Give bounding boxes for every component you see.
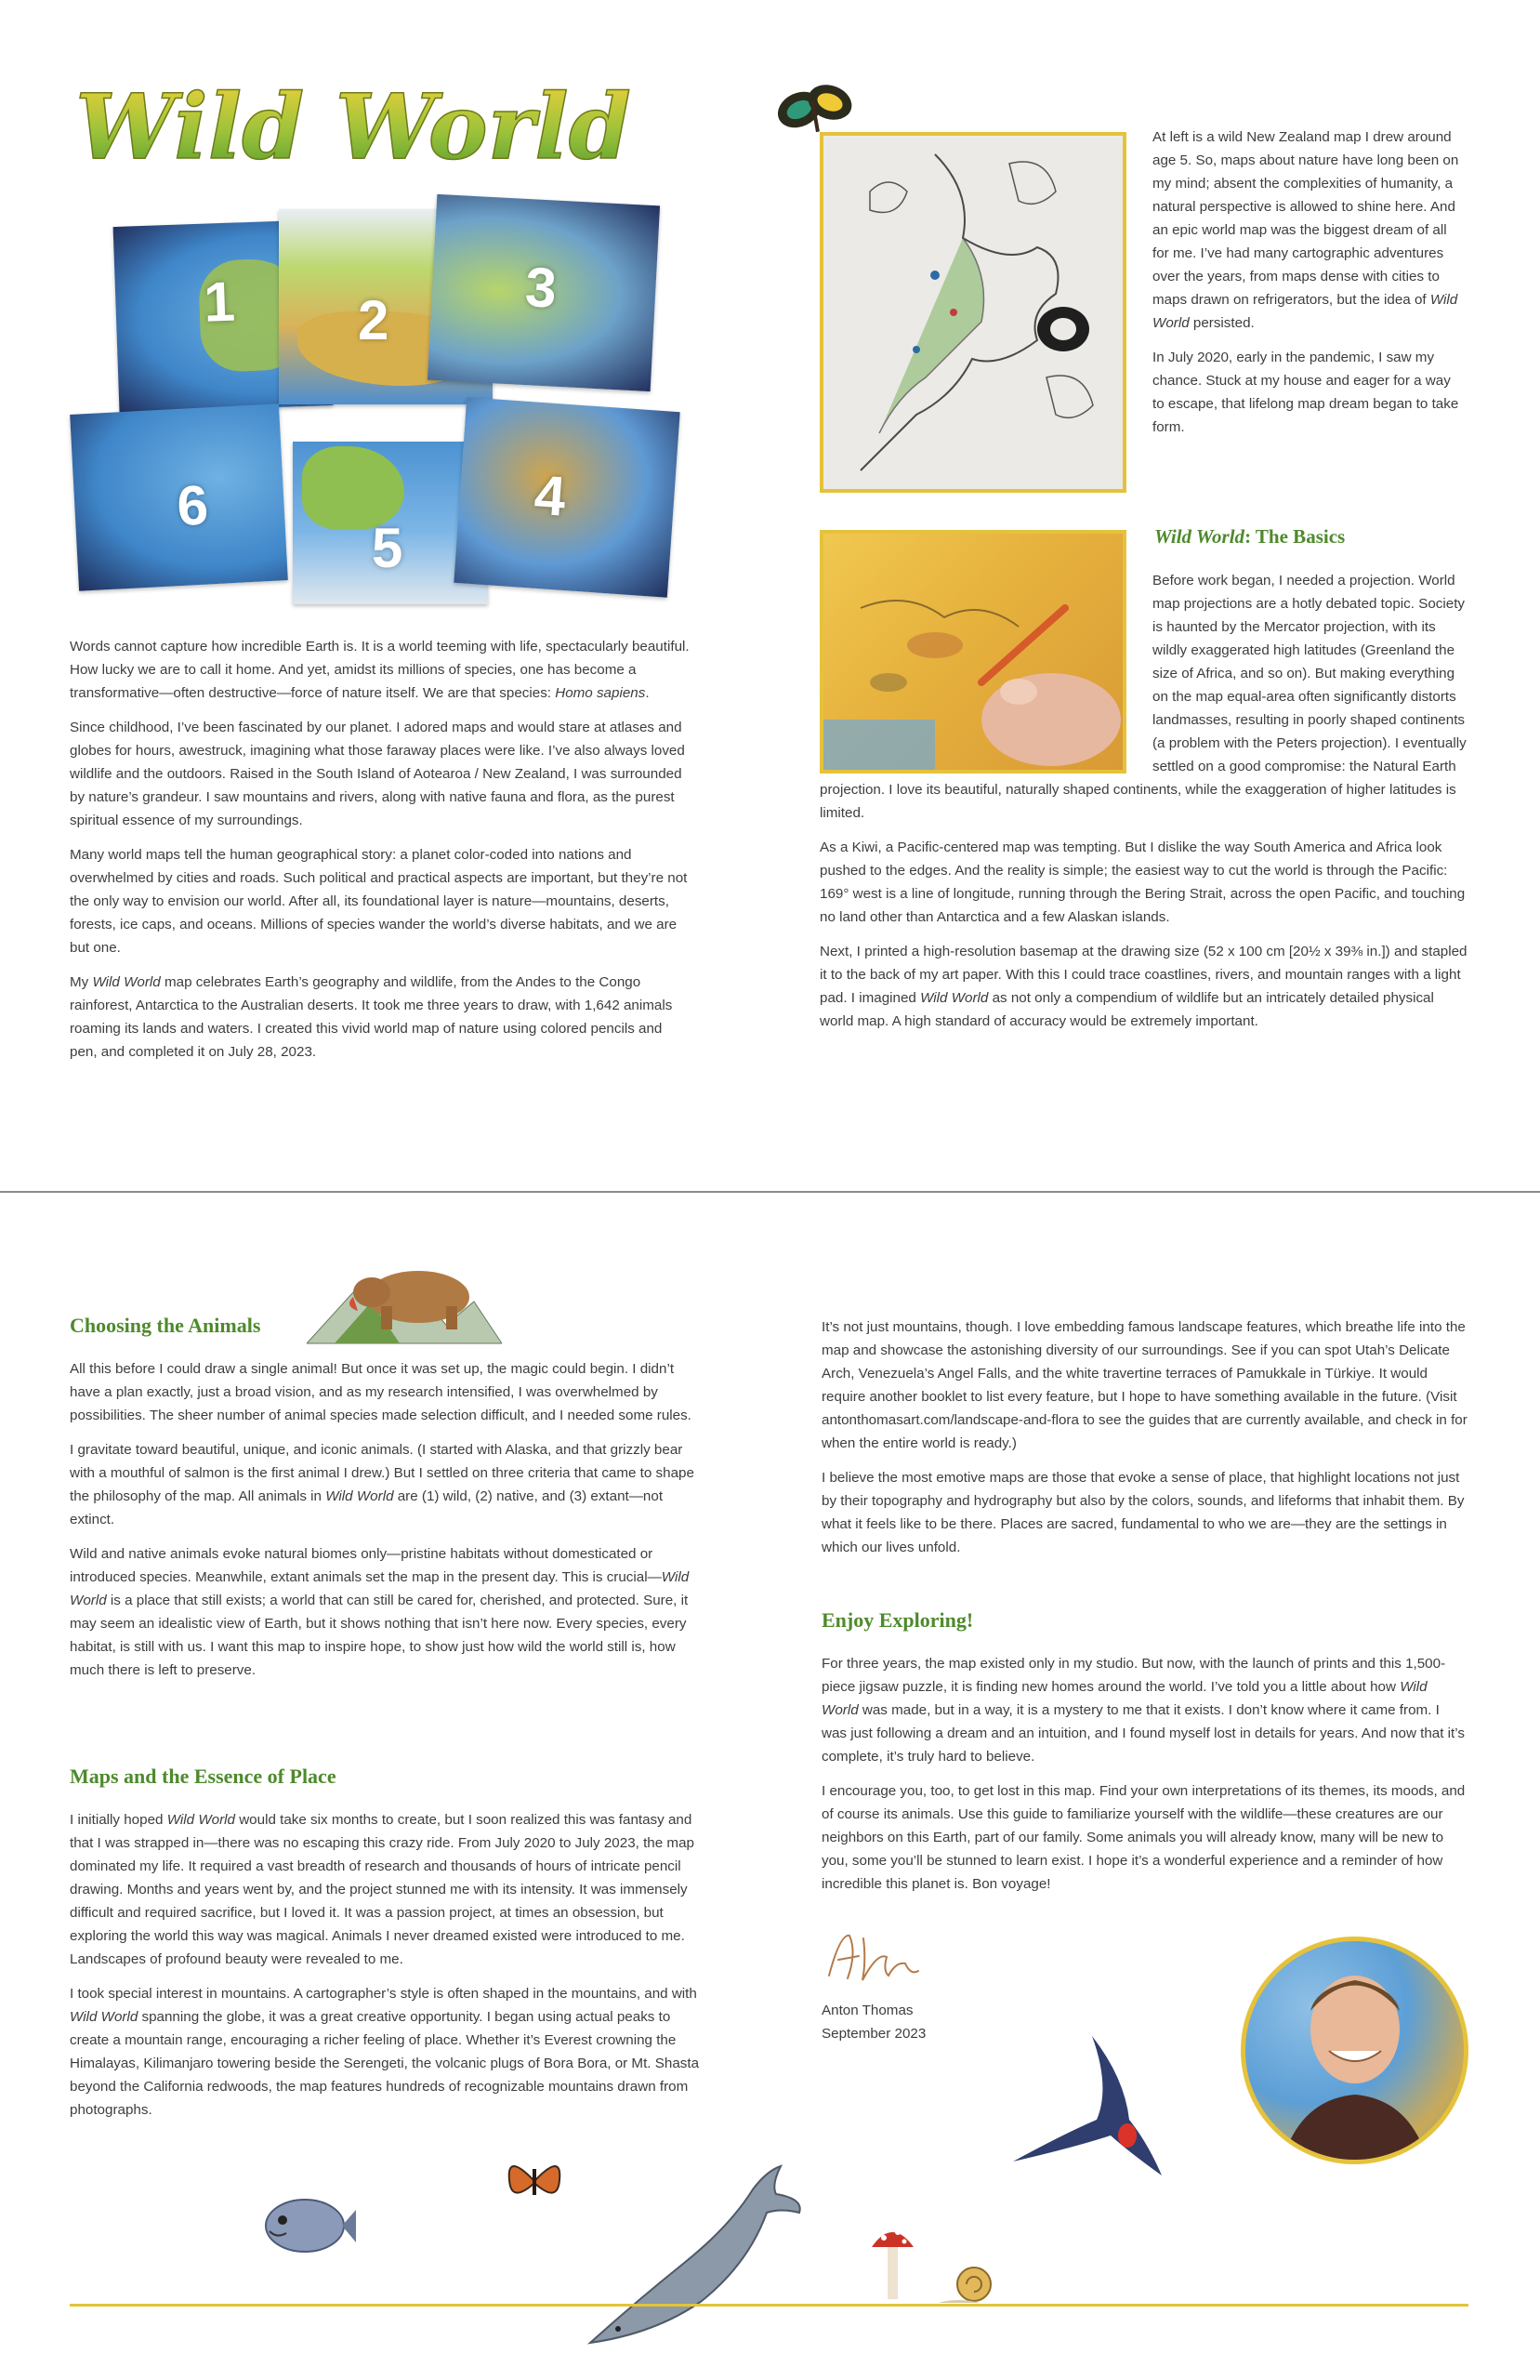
basics-text bbox=[820, 569, 1470, 1033]
map-tiles bbox=[70, 195, 683, 604]
grizzly-bear-illustration bbox=[307, 1255, 502, 1348]
intro-p3: Many world maps tell the human geographical story: a planet color-coded into nations and overwhelmed by cities and roads. Such political and practical aspects are important, but they’re not the only way to envision our world. After all, its foundational layer is nature—mountains, deserts, forests, ice caps, and oceans. Millions of species wander the world’s diverse habitats, and we are but one. bbox=[70, 847, 688, 956]
maps-p2-end: spanning the globe, it was a great creative opportunity. I began using actual peaks to create a mountain range, encouraging a richer feeling of place. Whether it’s Everest crowning the Himalayas, Kilimanjaro towering beside the Serengeti, the volcanic plugs of Bora Bora, or Mt. Shasta beyond the California redwoods, the map features hundreds of recognizable mountains drawn from photographs. bbox=[70, 2009, 700, 2118]
landscape-p2: I believe the most emotive maps are those that evoke a sense of place, that highlight locations not just by their topography and hydrography but also by the colors, sounds, and lifeforms that inhabit them. By what it feels like to be there. Places are sacred, fundamental to who we are—they are the settings in which our lives unfold. bbox=[822, 1470, 1465, 1555]
childhood-map-text bbox=[1152, 126, 1459, 439]
nz-p1-em: Wild World bbox=[1152, 292, 1458, 331]
enjoy-p1-em: Wild World bbox=[822, 1679, 1428, 1718]
frigatebird-illustration bbox=[1008, 2031, 1171, 2180]
map-tile-6 bbox=[70, 403, 288, 591]
choosing-heading: Choosing the Animals bbox=[70, 1314, 261, 1337]
intro-p1-em: Homo sapiens bbox=[555, 685, 646, 701]
intro-p1: Words cannot capture how incredible Earth is. It is a world teeming with life, spectacularly beautiful. How lucky we are to call it home. And yet, amidst its millions of species, one has become a transformative—often destructive—force of nature itself. We are that species: bbox=[70, 639, 690, 701]
enjoy-p2: I encourage you, too, to get lost in this map. Find your own interpretations of its themes, its moods, and of course its animals. Use this guide to familiarize yourself with the wildlife—these creatures are our neighbors on this Earth, part of our family. Some animals you will already know, many will be new to you, some you’ll be stunned to learn exist. I hope it’s a wonderful experience and a reminder of how incredible this planet is. Bon voyage! bbox=[822, 1783, 1466, 1892]
intro-p4: My bbox=[70, 974, 93, 990]
intro-p2: Since childhood, I’ve been fascinated by our planet. I adored maps and would stare at atlases and globes for hours, awestruck, imagining what those faraway places were like. I’ve also always loved wildlife and the outdoors. Raised in the South Island of Aotearoa / New Zealand, I was surrounded by nature’s grandeur. I saw mountains and rivers, along with native fauna and flora, as the purest spiritual essence of my surroundings. bbox=[70, 720, 685, 828]
page-divider bbox=[0, 1191, 1540, 1193]
maps-text bbox=[70, 1808, 706, 2122]
enjoy-p1: For three years, the map existed only in my studio. But now, with the launch of prints and this 1,500-piece jigsaw puzzle, it is finding new homes around the world. I’ve told you a little about how bbox=[822, 1656, 1446, 1695]
choosing-p2-end: are (1) wild, (2) native, and (3) extant—not extinct. bbox=[70, 1488, 664, 1527]
maps-p1-end: would take six months to create, but I soon realized this was fantasy and that I was strapped in—there was no escaping this crazy ride. From July 2020 to July 2023, the map dominated my life. It required a vast breadth of research and thousands of hours of intricate pencil drawing. Months and years went by, and the project stunned me with its intensity. It was immensely difficult and required sacrifice, but I loved it. It was a passion project, at times an obsession, but exploring the world this way was magical. Animals I never dreamed existed were introduced to me. Landscapes of profound beauty were revealed to me. bbox=[70, 1812, 694, 1967]
choosing-p2: I gravitate toward beautiful, unique, and iconic animals. (I started with Alaska, and that grizzly bear with a mouthful of salmon is the first animal I drew.) But I settled on three criteria that came to shape the philosophy of the map. All animals in bbox=[70, 1442, 694, 1504]
tile-number: 4 bbox=[532, 463, 568, 528]
maps-p1-em: Wild World bbox=[166, 1812, 235, 1828]
bottom-rule bbox=[70, 2304, 1468, 2307]
mushroom-illustration bbox=[867, 2217, 918, 2301]
intro-text bbox=[70, 635, 692, 1064]
title-text: Wild World bbox=[75, 74, 631, 179]
signature-name: Anton Thomas bbox=[822, 2003, 914, 2018]
nz-p2: In July 2020, early in the pandemic, I saw my chance. Stuck at my house and eager for a way to escape, that lifelong map dream began to take form. bbox=[1152, 350, 1459, 435]
title-logo bbox=[74, 65, 632, 186]
maps-heading: Maps and the Essence of Place bbox=[70, 1765, 336, 1788]
maps-p2-em: Wild World bbox=[70, 2009, 138, 2025]
snail-illustration bbox=[939, 2264, 999, 2306]
map-tile-4 bbox=[454, 397, 679, 598]
nz-p1: At left is a wild New Zealand map I drew around age 5. So, maps about nature have long been on my mind; absent the complexities of humanity, a natural perspective is allowed to shine here. And an epic world map was the biggest dream of all for me. I’ve had many cartographic adventures over the years, from maps dense with cities to maps drawn on refrigerators, but the idea of bbox=[1152, 129, 1459, 308]
signature-image bbox=[822, 1924, 924, 1990]
childhood-map-image bbox=[820, 132, 1126, 493]
basics-p3: Next, I printed a high-resolution basemap at the drawing size (52 x 100 cm [20½ x 39⅜ in.]) and stapled it to the back of my art paper. With this I could trace coastlines, rivers, and mountain ranges with a light pad. I imagined bbox=[820, 944, 1468, 1006]
tile-number: 6 bbox=[175, 473, 210, 538]
choosing-p3: Wild and native animals evoke natural biomes only—pristine habitats without domesticated or introduced species. Meanwhile, extant animals set the map in the present day. This is crucial— bbox=[70, 1546, 662, 1585]
signature-date: September 2023 bbox=[822, 2026, 927, 2042]
enjoy-p1-end: was made, but in a way, it is a mystery to me that it exists. I don’t know where it came from. I was just following a dream and an intuition, and I found myself lost in details for years. And now that it’s complete, it’s truly hard to believe. bbox=[822, 1702, 1465, 1765]
landscape-p1: It’s not just mountains, though. I love embedding famous landscape features, which breathe life into the map and showcase the astonishing diversity of our surroundings. See if you can spot Utah’s Delicate Arch, Venezuela’s Angel Falls, and the white travertine terraces of Pamukkale in Türkiye. It would require another booklet to list every feature, but I hope to have something available in the future. (Visit antonthomasart.com/landscape-and-flora to see the guides that are currently available, and check in for when the entire world is ready.) bbox=[822, 1319, 1468, 1451]
intro-p4-end: map celebrates Earth’s geography and wildlife, from the Andes to the Congo rainforest, Antarctica to the Australian deserts. It took me three years to draw, with 1,642 animals roaming its lands and waters. I created this vivid world map of nature using colored pencils and pen, and completed it on July 28, 2023. bbox=[70, 974, 673, 1060]
tile-number: 2 bbox=[358, 289, 389, 351]
enjoy-heading: Enjoy Exploring! bbox=[822, 1608, 974, 1632]
choosing-text bbox=[70, 1357, 702, 1682]
basics-p3-end: as not only a compendium of wildlife but an intricately detailed physical world map. A high standard of accuracy would be extremely important. bbox=[820, 990, 1434, 1029]
dolphin-illustration bbox=[581, 2162, 809, 2352]
tile-number: 3 bbox=[523, 256, 559, 320]
tile-number: 5 bbox=[372, 517, 403, 579]
fish-illustration bbox=[249, 2187, 356, 2261]
choosing-p3-em: Wild World bbox=[70, 1569, 690, 1608]
basics-p2: As a Kiwi, a Pacific-centered map was tempting. But I dislike the way South America and Africa look pushed to the edges. And the reality is simple; the easiest way to cut the world is through the Pacific: 169° west is a line of longitude, running through the Bering Strait, across the open Pacific, and touching no land other than Antarctica and a few Alaskan islands. bbox=[820, 840, 1466, 925]
nz-p1-end: persisted. bbox=[1189, 315, 1255, 331]
enjoy-text bbox=[822, 1652, 1468, 1896]
basics-heading bbox=[1154, 525, 1489, 549]
landscape-text bbox=[822, 1316, 1468, 1559]
author-portrait bbox=[1241, 1937, 1468, 2164]
choosing-p1: All this before I could draw a single animal! But once it was set up, the magic could begin. I didn’t have a plan exactly, just a broad vision, and as my research intensified, I was overwhelmed by possibilities. The sheer number of animal species made selection difficult, and I needed some rules. bbox=[70, 1361, 691, 1423]
maps-p1: I initially hoped bbox=[70, 1812, 167, 1828]
basics-heading-em: Wild World bbox=[1154, 525, 1245, 548]
maps-p2: I took special interest in mountains. A cartographer’s style is often shaped in the mountains, and with bbox=[70, 1986, 697, 2002]
choosing-p3-end: is a place that still exists; a world that can still be cared for, cherished, and protected. Sure, it may seem an idealistic view of Earth, but it shows nothing that isn’t here now. Every species, every habitat, is still with us. I want this map to inspire hope, to show just how wild the world still is, how much there is left to preserve. bbox=[70, 1593, 689, 1678]
intro-p1-end: . bbox=[645, 685, 650, 701]
basics-p1: Before work began, I needed a projection. World map projections are a hotly debated topic. Society is haunted by the Mercator projection, with its wildly exaggerated high latitudes (Greenland the size of Africa, and so on). But making everything on the map equal-area often significantly distorts landmasses, resulting in poorly shaped continents (a problem with the Peters projection). I eventually settled on a good compromise: the Natural Earth projection. I love its beautiful, naturally shaped continents, while the exaggeration of higher latitudes is limited. bbox=[820, 573, 1467, 821]
tile-number: 1 bbox=[203, 270, 236, 334]
butterfly-orange-illustration bbox=[502, 2152, 567, 2208]
intro-p4-em: Wild World bbox=[92, 974, 161, 990]
map-tile-3 bbox=[428, 194, 660, 391]
basics-p3-em: Wild World bbox=[920, 990, 989, 1006]
choosing-p2-em: Wild World bbox=[325, 1488, 394, 1504]
basics-heading-rest: : The Basics bbox=[1244, 525, 1346, 548]
